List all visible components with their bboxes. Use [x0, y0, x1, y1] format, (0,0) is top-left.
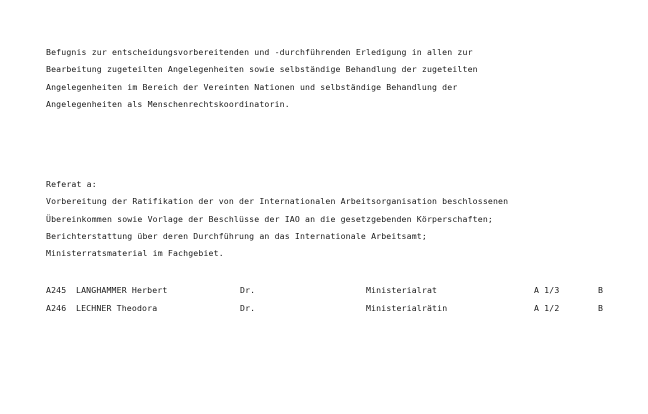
- staff-code: A246: [46, 303, 67, 313]
- staff-row: [46, 285, 626, 303]
- text-line: Ministerratsmaterial im Fachgebiet.: [46, 248, 224, 259]
- referat-heading: Referat a:: [46, 179, 97, 189]
- referat-paragraph: [46, 176, 508, 262]
- text-line: Übereinkommen sowie Vorlage der Beschlüsse der IAO an die gesetzgebenden Körperschaften;: [46, 213, 493, 224]
- staff-name: LANGHAMMER Herbert: [76, 285, 168, 295]
- staff-code: A245: [46, 285, 67, 295]
- staff-grade: A 1/2: [534, 303, 560, 313]
- text-line: Befugnis zur entscheidungsvorbereitenden und -durchführenden Erledigung in allen zur: [46, 47, 473, 57]
- staff-class: B: [598, 285, 604, 295]
- text-line: Vorbereitung der Ratifikation der von der Internationalen Arbeitsorganisation beschlossenen: [46, 196, 509, 207]
- text-line: Angelegenheiten als Menschenrechtskoordinatorin.: [46, 98, 290, 109]
- staff-row: [46, 303, 626, 321]
- staff-grade: A 1/3: [534, 285, 560, 295]
- staff-role: Ministerialrätin: [366, 303, 448, 313]
- text-line: Berichterstattung über deren Durchführung an das Internationale Arbeitsamt;: [46, 230, 427, 241]
- text-line: Angelegenheiten im Bereich der Vereinten Nationen und selbständige Behandlung der: [46, 81, 458, 92]
- staff-title: Dr.: [240, 285, 256, 295]
- staff-name: LECHNER Theodora: [76, 303, 158, 313]
- staff-class: B: [598, 303, 604, 313]
- responsibility-paragraph: [46, 44, 478, 113]
- staff-list: [46, 285, 626, 321]
- text-line: Bearbeitung zugeteilten Angelegenheiten sowie selbständige Behandlung der zugeteilten: [46, 64, 478, 75]
- staff-title: Dr.: [240, 303, 256, 313]
- staff-role: Ministerialrat: [366, 285, 438, 295]
